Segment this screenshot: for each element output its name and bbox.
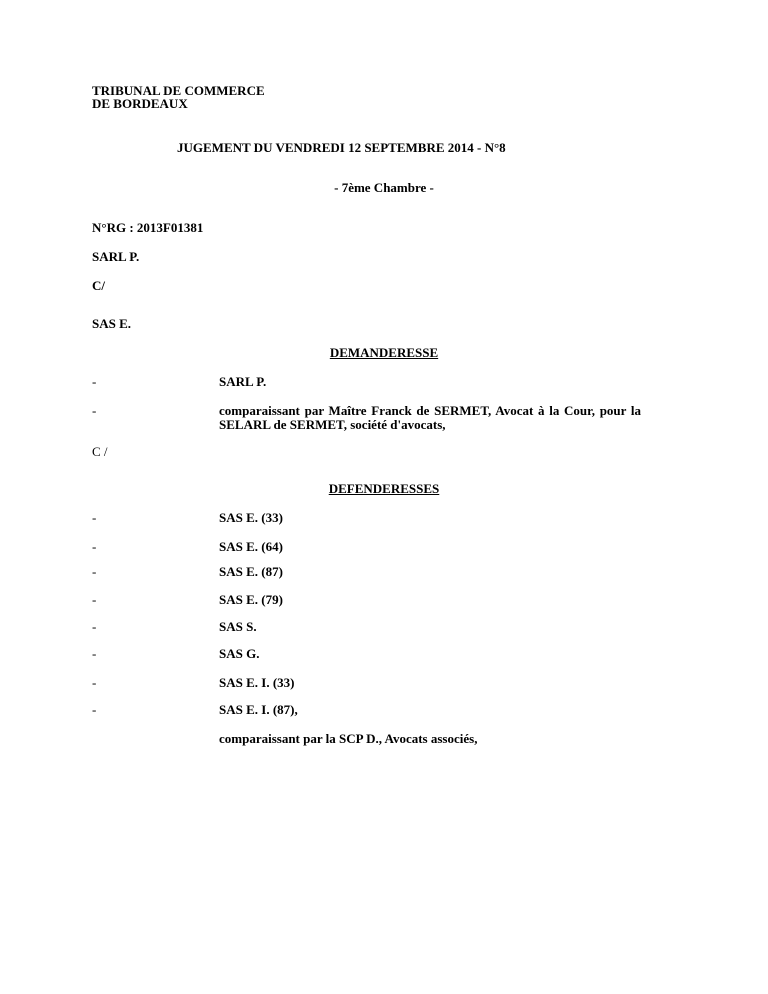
- defendant-entry: SAS S.: [219, 619, 257, 634]
- defendant-dash: -: [92, 619, 97, 634]
- court-name-line1: TRIBUNAL DE COMMERCE: [92, 83, 265, 98]
- defendants-heading: DEFENDERESSES: [328, 481, 440, 496]
- defendant-dash: -: [92, 675, 97, 690]
- plaintiff-representation: comparaissant par Maître Franck de SERMET, Avocat à la Cour, pour la SELARL de SERMET, société d'avocats,: [219, 403, 641, 432]
- versus-separator: C /: [92, 444, 108, 459]
- defendant-entry: SAS E. I. (33): [219, 675, 295, 690]
- plaintiff-dash: -: [92, 374, 97, 389]
- defendant-entry: SAS E. I. (87),: [219, 702, 298, 717]
- defendant-dash: -: [92, 539, 97, 554]
- defendant-entry: SAS E. (33): [219, 510, 283, 525]
- case-number: N°RG : 2013F01381: [92, 220, 204, 235]
- defendant-dash: -: [92, 592, 97, 607]
- defendant-entry: SAS E. (79): [219, 592, 283, 607]
- chamber: - 7ème Chambre -: [334, 180, 434, 195]
- defendant-entry: SAS G.: [219, 646, 260, 661]
- defendants-representation: comparaissant par la SCP D., Avocats associés,: [219, 731, 478, 746]
- court-name-line2: DE BORDEAUX: [92, 96, 188, 111]
- defendant-dash: -: [92, 510, 97, 525]
- versus-label: C/: [92, 278, 105, 293]
- defendant-dash: -: [92, 564, 97, 579]
- defendant-dash: -: [92, 702, 97, 717]
- defendant-entry: SAS E. (64): [219, 539, 283, 554]
- defendant-entry: SAS E. (87): [219, 564, 283, 579]
- plaintiff-representation-dash: -: [92, 403, 97, 418]
- plaintiff-heading: DEMANDERESSE: [329, 345, 439, 360]
- plaintiff-short: SARL P.: [92, 249, 140, 264]
- defendant-dash: -: [92, 646, 97, 661]
- plaintiff-name: SARL P.: [219, 374, 267, 389]
- judgment-title: JUGEMENT DU VENDREDI 12 SEPTEMBRE 2014 - N°8: [177, 140, 506, 155]
- defendant-short: SAS E.: [92, 316, 132, 331]
